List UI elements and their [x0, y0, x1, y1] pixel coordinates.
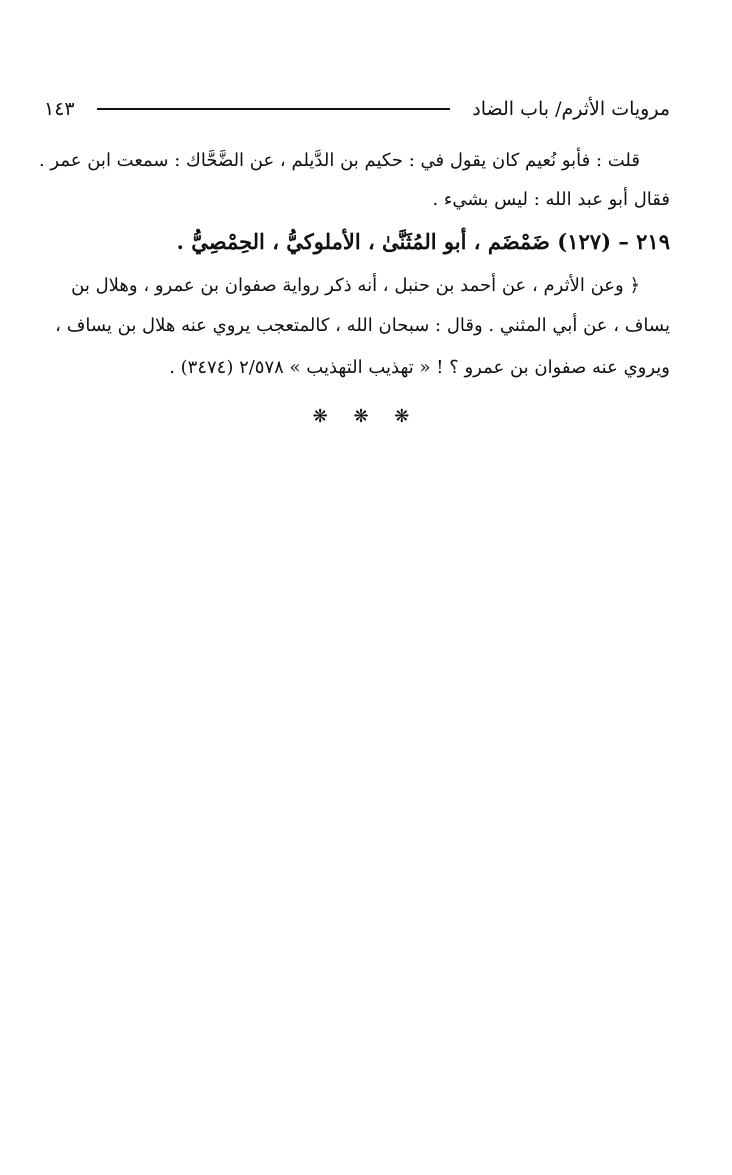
text-line-2: فقال أبو عبد الله : ليس بشيء . — [432, 189, 670, 210]
page-body — [38, 0, 670, 1175]
text-line-1: قلت : فأبو نُعيم كان يقول في : حكيم بن الدَّيلم ، عن الضَّحَّاك : سمعت ابن عمر . — [38, 150, 640, 171]
text-line-3: ﴿ وعن الأثرم ، عن أحمد بن حنبل ، أنه ذكر رواية صفوان بن عمرو ، وهلال بن — [71, 275, 640, 296]
text-line-4: يساف ، عن أبي المثني . وقال : سبحان الله ، كالمتعجب يروي عنه هلال بن يساف ، — [55, 315, 670, 336]
entry-heading: ٢١٩ – (١٢٧) ضَمْضَم ، أبو المُثَنَّىٰ ، الأملوكيُّ ، الحِمْصِيُّ . — [176, 229, 670, 254]
page-number: ١٤٣ — [44, 98, 75, 120]
running-title: مرويات الأثرم/ باب الضاد — [472, 98, 670, 120]
text-line-5: ويروي عنه صفوان بن عمرو ؟ ! « تهذيب التهذيب » ٢/٥٧٨ (٣٤٧٤) . — [169, 357, 670, 378]
section-separator: ❋ ❋ ❋ — [312, 406, 420, 427]
